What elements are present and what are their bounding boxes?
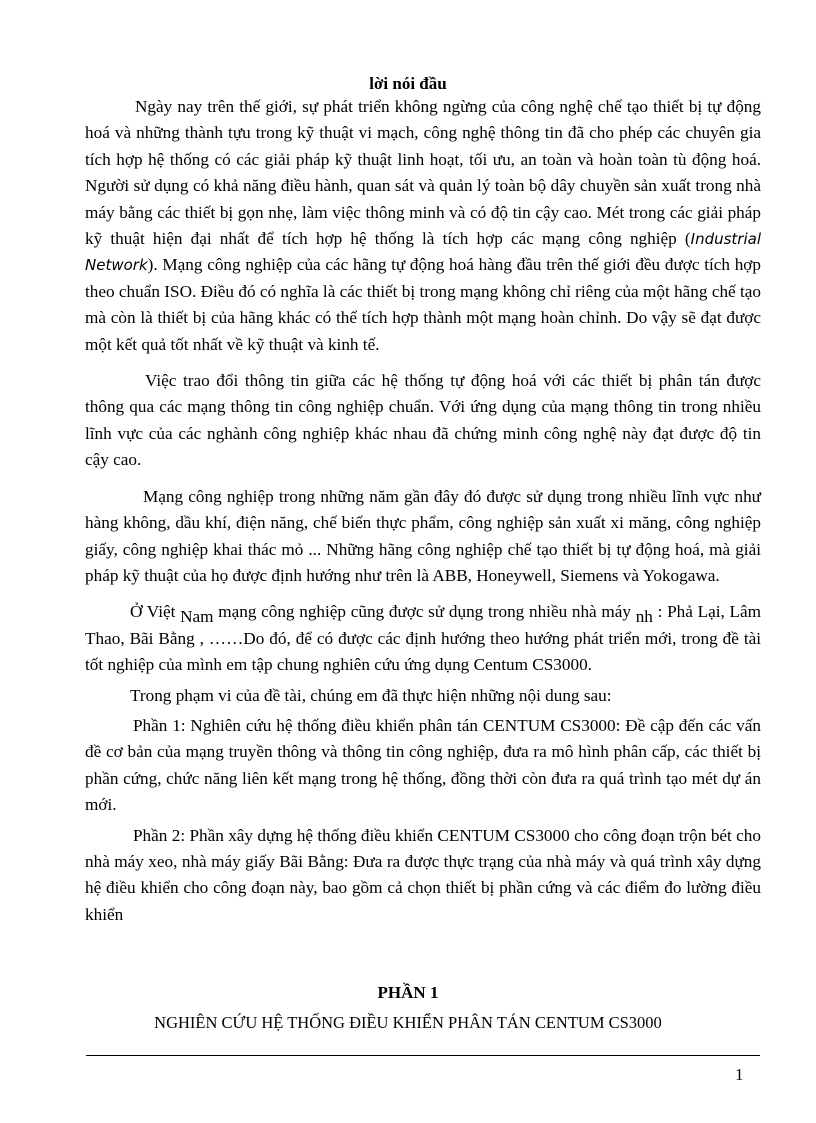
paragraph-4 <box>85 599 761 678</box>
paragraph-4-text-c: : Phả Lại, Lâm Thao, Bãi Bằng , ……Do đó, để có được các định hướng theo hướng phát triển mới, trong đề tài tốt nghiệp của mình em tập chung nghiên cứu ứng dụng Centum CS3000. <box>85 602 761 675</box>
footer-divider <box>86 1055 760 1056</box>
industrial-network-term: Industrial Network <box>85 230 761 275</box>
paragraph-3: Mạng công nghiệp trong những năm gần đây đó được sử dụng trong nhiều lĩnh vực như hàng không, dầu khí, điện năng, chế biến thực phẩm, công nghiệp sản xuất xi măng, công nghiệp giấy, công nghiệp khai thác mỏ ... Những hãng công nghiệp chế tạo thiết bị tự động hoá, mà giải pháp kỹ thuật của họ được định hướng như trên là ABB, Honeywell, Siemens và Yokogawa. <box>85 486 761 585</box>
paragraph-7: Phần 2: Phần xây dựng hệ thống điều khiển CENTUM CS3000 cho công đoạn trộn bét cho nhà máy xeo, nhà máy giấy Bãi Bằng: Đưa ra được thực trạng của nhà máy và quá trình xây dựng hệ điều khiển cho công đoạn này, bao gồm cả chọn thiết bị phần cứng và các điểm đo lường điều khiển <box>85 825 761 924</box>
paragraph-4-sub-1: Nam <box>180 607 214 627</box>
paragraph-1-text-b: ). Mạng công nghiệp của các hãng tự động hoá hàng đầu trên thế giới đều được tích hợp theo chuẩn ISO. Điều đó có nghĩa là các thiết bị trong mạng không chỉ riêng của một hãng chế tạo mà còn là thiết bị của hãng khác có thể tích hợp thành một mạng hoàn chỉnh. Do vậy sẽ đạt được một kết quả tốt nhất về kỹ thuật và kinh tế. <box>85 255 761 354</box>
preface-heading: lời nói đầu <box>369 74 447 93</box>
paragraph-5: Trong phạm vi của đề tài, chúng em đã thực hiện những nội dung sau: <box>130 685 612 705</box>
page-number: 1 <box>735 1065 744 1084</box>
paragraph-4-sub-2: nh <box>635 607 653 627</box>
part-title: PHẦN 1 <box>377 983 439 1002</box>
paragraph-4-text-b: mạng công nghiệp cũng được sử dụng trong nhiều nhà máy <box>213 602 636 622</box>
paragraph-6: Phần 1: Nghiên cứu hệ thống điều khiển phân tán CENTUM CS3000: Đề cập đến các vấn đề cơ bản của mạng truyền thông và thông tin công nghiệp, đưa ra mô hình phân cấp, các thiết bị phần cứng, chức năng liên kết mạng trong hệ thống, đồng thời còn đưa ra quá trình tạo mét dự án mới. <box>85 715 761 815</box>
paragraph-1 <box>85 94 761 358</box>
part-subtitle: NGHIÊN CỨU HỆ THỐNG ĐIỀU KHIỂN PHÂN TÁN CENTUM CS3000 <box>154 1013 662 1032</box>
paragraph-1-text-a: Ngày nay trên thế giới, sự phát triển không ngừng của công nghệ chế tạo thiết bị tự động hoá và những thành tựu trong kỹ thuật vi mạch, công nghệ thông tin đã cho phép các chuyên gia tích hợp hệ thống có các giải pháp kỹ thuật linh hoạt, tối ưu, an toàn và hoàn toàn tù động hoá. Người sử dụng có khả năng điều hành, quan sát và quản lý toàn bộ dây chuyền sản xuất trong nhà máy bằng các thiết bị gọn nhẹ, làm việc thông minh và có độ tin cậy cao. Mét trong các giải pháp kỹ thuật hiện đại nhất để tích hợp hệ thống là tích hợp các mạng công nghiệp ( <box>85 97 761 249</box>
paragraph-2: Việc trao đổi thông tin giữa các hệ thống tự động hoá với các thiết bị phân tán được thông qua các mạng thông tin công nghiệp chuẩn. Với ứng dụng của mạng thông tin trong nhiều lĩnh vực của các nghành công nghiệp khác nhau đã chứng minh công nghệ này đạt được độ tin cậy cao. <box>85 371 761 470</box>
preface-body <box>85 94 761 932</box>
paragraph-4-text-a: Ở Việt <box>130 602 181 622</box>
